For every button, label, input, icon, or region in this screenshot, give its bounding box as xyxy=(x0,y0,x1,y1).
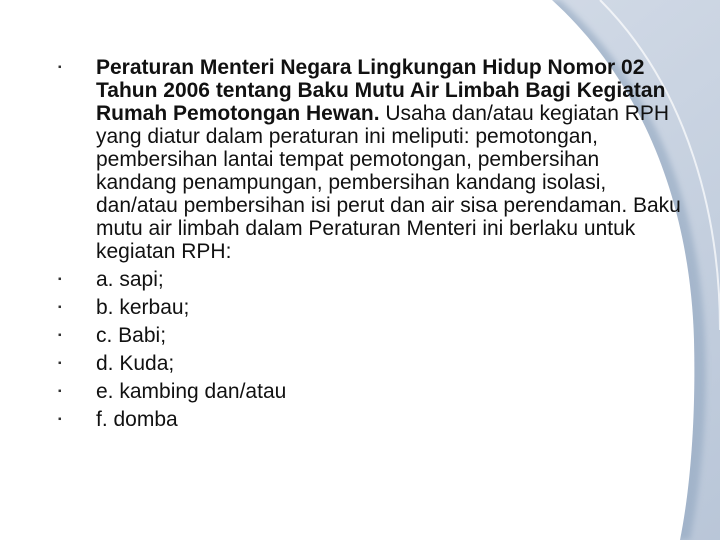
bullet-item-babi xyxy=(56,324,684,347)
bullet-item-domba xyxy=(56,408,684,431)
bullet-item-kuda xyxy=(56,352,684,375)
bullet-icon: ▪ xyxy=(58,62,62,73)
bullet-item-kerbau xyxy=(56,296,684,319)
bullet-text: e. kambing dan/atau xyxy=(96,380,287,403)
bullet-icon: ▪ xyxy=(58,302,62,313)
bullet-icon: ▪ xyxy=(58,414,62,425)
bullet-text: b. kerbau; xyxy=(96,296,190,319)
slide-bullet-list xyxy=(56,56,684,436)
bullet-item-regulation xyxy=(56,56,684,263)
bullet-text: c. Babi; xyxy=(96,324,167,347)
regulation-description: Usaha dan/atau kegiatan RPH yang diatur dalam peraturan ini meliputi: pemotongan, pembersihan lantai tempat pemotongan, pembersihan kandang penampungan, pembersihan kandang isolasi, dan/atau pembersihan isi perut dan air sisa perendaman. Baku mutu air limbah dalam Peraturan Menteri ini berlaku untuk kegiatan RPH: xyxy=(96,102,681,263)
bullet-icon: ▪ xyxy=(58,358,62,369)
bullet-icon: ▪ xyxy=(58,330,62,341)
bullet-text: a. sapi; xyxy=(96,268,164,291)
bullet-icon: ▪ xyxy=(58,274,62,285)
bullet-item-kambing xyxy=(56,380,684,403)
bullet-text: d. Kuda; xyxy=(96,352,175,375)
bullet-icon: ▪ xyxy=(58,386,62,397)
bullet-item-sapi xyxy=(56,268,684,291)
regulation-title: Peraturan Menteri Negara Lingkungan Hidup Nomor 02 Tahun 2006 tentang Baku Mutu Air Limbah Bagi Kegiatan Rumah Pemotongan Hewan. xyxy=(96,56,666,125)
bullet-text xyxy=(96,56,684,263)
bullet-text: f. domba xyxy=(96,408,178,431)
